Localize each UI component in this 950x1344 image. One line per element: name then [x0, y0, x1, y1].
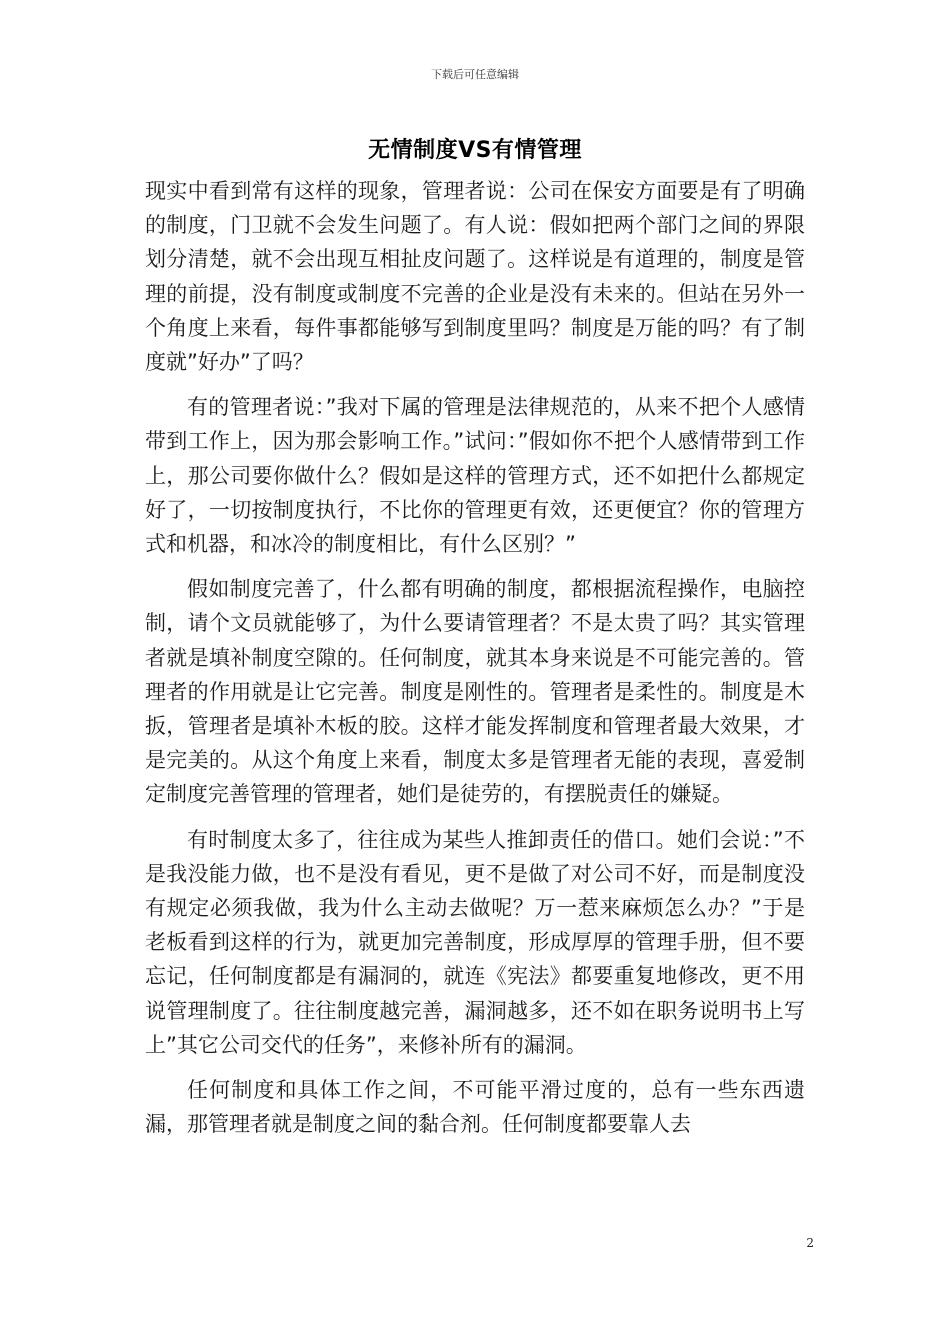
paragraph: 有的管理者说：”我对下属的管理是法律规范的，从来不把个人感情带到工作上，因为那会影响工作。”试问：”假如你不把个人感情带到工作上，那公司要你做什么？假如是这样的管理方式，还不如把什么都规定好了，一切按制度执行，不比你的管理更有效，还更便宜？你的管理方式和机器，和冰冷的制度相比，有什么区别？” — [145, 395, 805, 557]
document-title: 无情制度VS有情管理 — [368, 138, 582, 163]
document-body — [145, 174, 805, 1152]
page-header-note: 下载后可任意编辑 — [431, 68, 519, 81]
paragraph: 任何制度和具体工作之间，不可能平滑过度的，总有一些东西遗漏，那管理者就是制度之间的黏合剂。任何制度都要靠人去 — [145, 1078, 805, 1137]
paragraph: 有时制度太多了，往往成为某些人推卸责任的借口。她们会说：”不是我没能力做，也不是没有看见，更不是做了对公司不好，而是制度没有规定必须我做，我为什么主动去做呢？万一惹来麻烦怎么办？”于是老板看到这样的行为，就更加完善制度，形成厚厚的管理手册，但不要忘记，任何制度都是有漏洞的，就连《宪法》都要重复地修改，更不用说管理制度了。往往制度越完善，漏洞越多，还不如在职务说明书上写上”其它公司交代的任务”，来修补所有的漏洞。 — [145, 827, 805, 1057]
page-number: 2 — [806, 1236, 814, 1250]
paragraph: 现实中看到常有这样的现象，管理者说：公司在保安方面要是有了明确的制度，门卫就不会发生问题了。有人说：假如把两个部门之间的界限划分清楚，就不会出现互相扯皮问题了。这样说是有道理的，制度是管理的前提，没有制度或制度不完善的企业是没有未来的。但站在另外一个角度上来看，每件事都能够写到制度里吗？制度是万能的吗？有了制度就”好办”了吗？ — [145, 179, 805, 375]
paragraph: 假如制度完善了，什么都有明确的制度，都根据流程操作，电脑控制，请个文员就能够了，为什么要请管理者？不是太贵了吗？其实管理者就是填补制度空隙的。任何制度，就其本身来说是不可能完善的。管理者的作用就是让它完善。制度是刚性的。管理者是柔性的。制度是木扳，管理者是填补木板的胶。这样才能发挥制度和管理者最大效果，才是完美的。从这个角度上来看，制度太多是管理者无能的表现，喜爱制定制度完善管理的管理者，她们是徒劳的，有摆脱责任的嫌疑。 — [145, 577, 805, 807]
